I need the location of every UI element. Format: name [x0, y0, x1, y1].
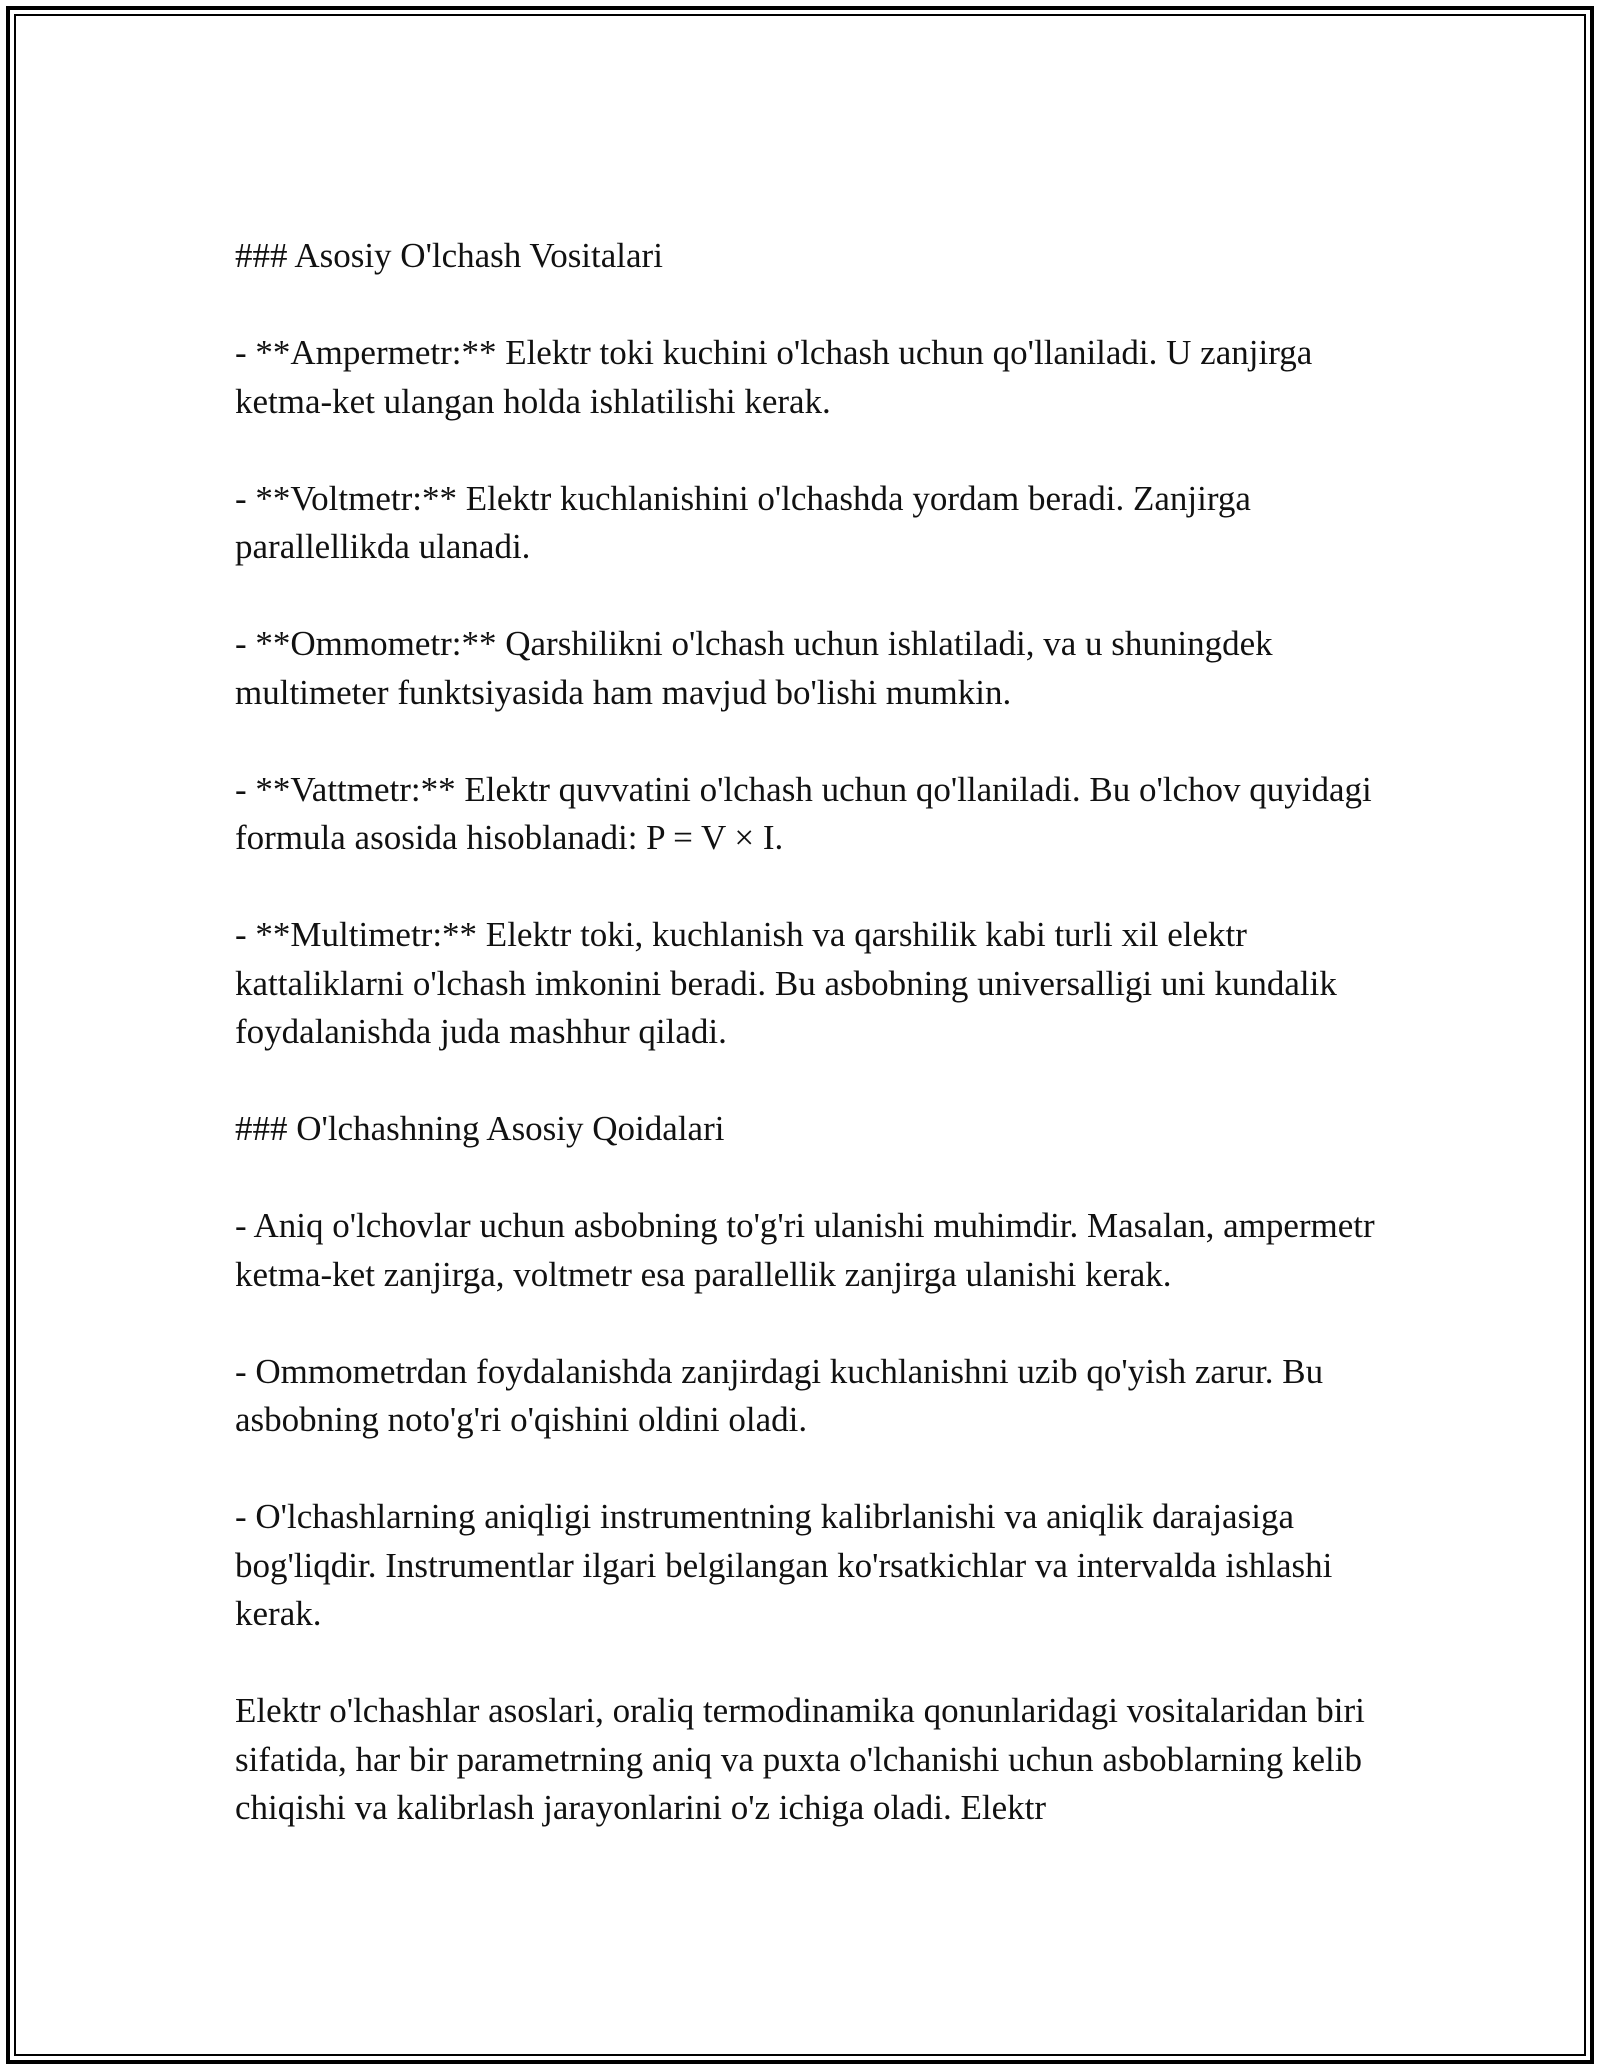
list-item-wattmeter: - **Vattmetr:** Elektr quvvatini o'lchash uchun qo'llaniladi. Bu o'lchov quyidagi formula asosida hisoblanadi: P = V × I.	[235, 769, 1372, 857]
list-item-rule-connection: - Aniq o'lchovlar uchun asbobning to'g'ri ulanishi muhimdir. Masalan, ampermetr ketma-ket zanjirga, voltmetr esa parallellik zanjirga ulanishi kerak.	[235, 1206, 1375, 1294]
section-heading-measurement-rules: ### O'lchashning Asosiy Qoidalari	[235, 1109, 725, 1148]
closing-paragraph: Elektr o'lchashlar asoslari, oraliq termodinamika qonunlaridagi vositalaridan biri sifatida, har bir parametrning aniq va puxta o'lchanishi uchun asboblarning kelib chiqishi va kalibrlash jarayonlarini o'z ichiga oladi. Elektr	[235, 1691, 1365, 1827]
list-item-ohmmeter: - **Ommometr:** Qarshilikni o'lchash uchun ishlatiladi, va u shuningdek multimeter funktsiyasida ham mavjud bo'lishi mumkin.	[235, 624, 1273, 712]
document-body	[235, 232, 1385, 1881]
list-item-multimeter: - **Multimetr:** Elektr toki, kuchlanish va qarshilik kabi turli xil elektr kattaliklarni o'lchash imkonini beradi. Bu asbobning universalligi uni kundalik foydalanishda juda mashhur qiladi.	[235, 915, 1337, 1051]
list-item-rule-calibration: - O'lchashlarning aniqligi instrumentning kalibrlanishi va aniqlik darajasiga bog'liqdir. Instrumentlar ilgari belgilangan ko'rsatkichlar va intervalda ishlashi kerak.	[235, 1497, 1333, 1633]
list-item-ammeter: - **Ampermetr:** Elektr toki kuchini o'lchash uchun qo'llaniladi. U zanjirga ketma-ket ulangan holda ishlatilishi kerak.	[235, 333, 1313, 421]
list-item-voltmeter: - **Voltmetr:** Elektr kuchlanishini o'lchashda yordam beradi. Zanjirga parallellikda ulanadi.	[235, 478, 1251, 566]
list-item-rule-ohmmeter: - Ommometrdan foydalanishda zanjirdagi kuchlanishni uzib qo'yish zarur. Bu asbobning noto'g'ri o'qishini oldini oladi.	[235, 1351, 1324, 1439]
section-heading-measuring-tools: ### Asosiy O'lchash Vositalari	[235, 236, 663, 275]
